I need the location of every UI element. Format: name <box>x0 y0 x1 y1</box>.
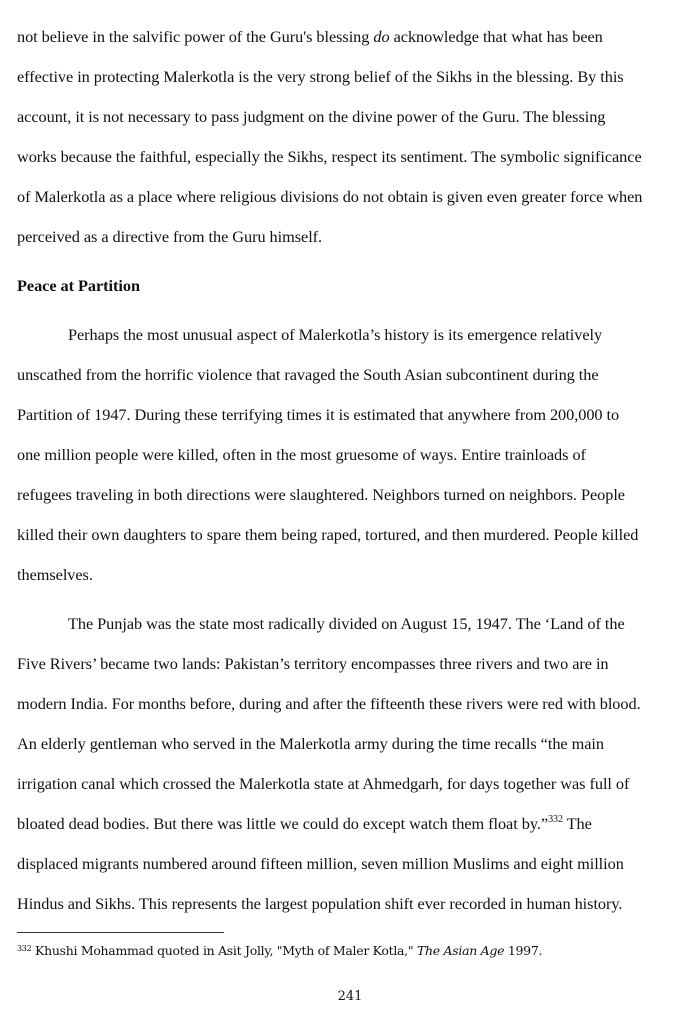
section-heading: Peace at Partition <box>17 276 140 295</box>
footnote <box>17 943 542 958</box>
body-line <box>17 27 603 47</box>
emphasis-text: do <box>373 27 390 46</box>
body-line: The Punjab was the state most radically divided on August 15, 1947. The ‘Land of the <box>68 614 625 633</box>
footnote-number: 332 <box>17 944 32 953</box>
body-line: displaced migrants numbered around fifteen million, seven million Muslims and eight million <box>17 854 624 873</box>
body-line: perceived as a directive from the Guru himself. <box>17 227 323 246</box>
footnote-text: 1997. <box>504 943 543 958</box>
text-run: bloated dead bodies. But there was little we could do except watch them float by.” <box>17 814 549 833</box>
body-line: effective in protecting Malerkotla is the very strong belief of the Sikhs in the blessing. By this <box>17 67 624 86</box>
page-number: 241 <box>337 989 363 1004</box>
text-run: not believe in the salvific power of the Guru's blessing <box>17 27 374 46</box>
footnote-reference[interactable]: 332 <box>548 814 563 825</box>
body-line: killed their own daughters to spare them being raped, tortured, and then murdered. People killed <box>17 525 639 544</box>
text-run: acknowledge that what has been <box>389 27 603 46</box>
body-line: Five Rivers’ became two lands: Pakistan’s territory encompasses three rivers and two are in <box>17 654 609 673</box>
body-line <box>17 814 592 834</box>
footnote-divider <box>17 932 224 933</box>
body-line: irrigation canal which crossed the Malerkotla state at Ahmedgarh, for days together was full of <box>17 774 630 793</box>
body-line: account, it is not necessary to pass judgment on the divine power of the Guru. The blessing <box>17 107 606 126</box>
body-line: of Malerkotla as a place where religious divisions do not obtain is given even greater force when <box>17 187 643 206</box>
body-line: works because the faithful, especially the Sikhs, respect its sentiment. The symbolic significance <box>17 147 642 166</box>
body-line: Hindus and Sikhs. This represents the largest population shift ever recorded in human history. <box>17 894 623 913</box>
body-line: An elderly gentleman who served in the Malerkotla army during the time recalls “the main <box>17 734 604 753</box>
body-line: Perhaps the most unusual aspect of Malerkotla’s history is its emergence relatively <box>68 325 603 344</box>
body-line: Partition of 1947. During these terrifying times it is estimated that anywhere from 200,000 to <box>17 405 620 424</box>
body-line: modern India. For months before, during and after the fifteenth these rivers were red with blood. <box>17 694 641 713</box>
body-line: themselves. <box>17 565 93 584</box>
body-line: one million people were killed, often in the most gruesome of ways. Entire trainloads of <box>17 445 586 464</box>
footnote-source-title: The Asian Age <box>416 943 505 958</box>
footnote-text: Khushi Mohammad quoted in Asit Jolly, "Myth of Maler Kotla," <box>31 943 417 958</box>
text-run: The <box>562 814 592 833</box>
body-line: refugees traveling in both directions were slaughtered. Neighbors turned on neighbors. People <box>17 485 625 504</box>
body-line: unscathed from the horrific violence that ravaged the South Asian subcontinent during the <box>17 365 599 384</box>
